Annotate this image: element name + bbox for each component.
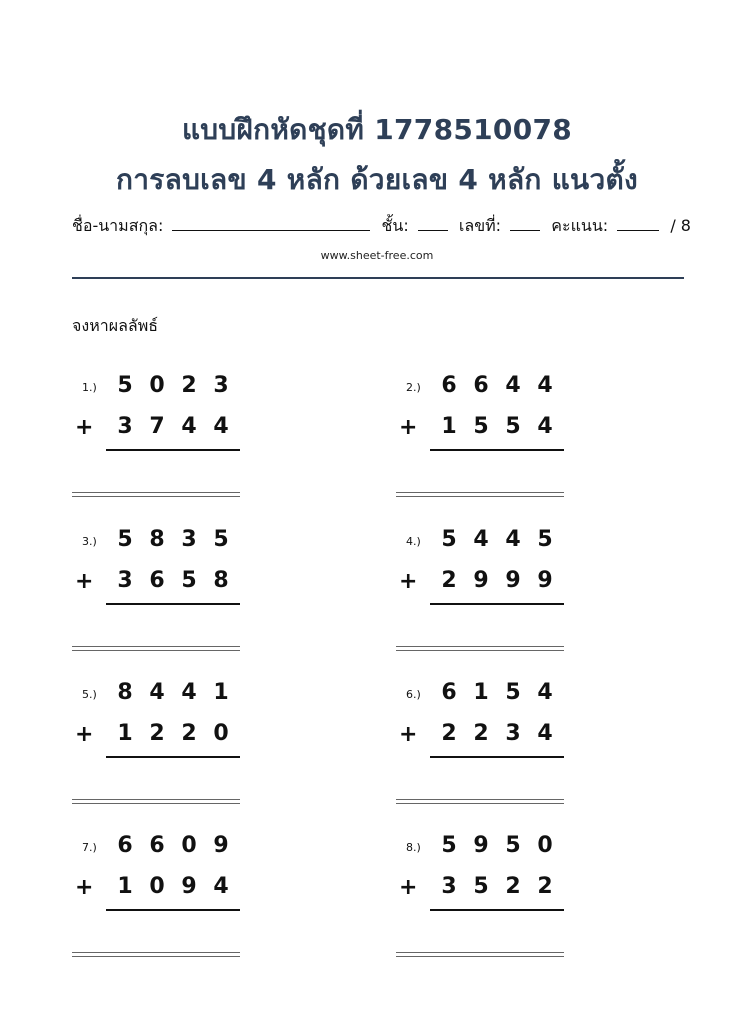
digit: 2: [149, 721, 165, 746]
digit: 3: [181, 527, 197, 552]
digit: 0: [213, 721, 229, 746]
digit: 5: [505, 833, 521, 858]
digit: 0: [149, 373, 165, 398]
worksheet-subtitle: การลบเลข 4 หลัก ด้วยเลข 4 หลัก แนวตั้ง: [116, 163, 638, 196]
problem-number: 1.): [82, 381, 97, 394]
digit: 4: [213, 874, 229, 899]
problem-number: 3.): [82, 535, 97, 548]
digit: 4: [149, 680, 165, 705]
digit: 6: [149, 833, 165, 858]
operator-sign: +: [399, 415, 418, 440]
digit: 5: [181, 568, 197, 593]
problem-6: [396, 680, 571, 815]
website-url: www.sheet-free.com: [320, 249, 434, 262]
problem-1: [72, 373, 247, 508]
operator-sign: +: [399, 569, 418, 594]
class-blank: [418, 216, 448, 231]
digit: 5: [213, 527, 229, 552]
bottom-number: [109, 414, 239, 439]
digit: 3: [505, 721, 521, 746]
name-label: ชื่อ-นามสกุล:: [72, 216, 164, 235]
digit: 5: [505, 414, 521, 439]
answer-line[interactable]: [72, 646, 240, 651]
digit: 2: [473, 721, 489, 746]
answer-line[interactable]: [396, 646, 564, 651]
digit: 0: [537, 833, 553, 858]
digit: 4: [505, 373, 521, 398]
digit: 0: [149, 874, 165, 899]
problem-4: [396, 527, 571, 662]
sum-rule: [430, 909, 564, 911]
header-divider: [72, 277, 684, 279]
digit: 8: [117, 680, 133, 705]
problem-8: [396, 833, 571, 968]
top-number: [109, 833, 239, 858]
problem-number: 8.): [406, 841, 421, 854]
bottom-number: [109, 568, 239, 593]
digit: 8: [149, 527, 165, 552]
sum-rule: [106, 449, 240, 451]
operator-sign: +: [75, 569, 94, 594]
score-label: คะแนน:: [551, 216, 609, 235]
bottom-number: [433, 414, 563, 439]
problem-number: 6.): [406, 688, 421, 701]
digit: 4: [473, 527, 489, 552]
problem-number: 2.): [406, 381, 421, 394]
problem-2: [396, 373, 571, 508]
bottom-number: [433, 721, 563, 746]
digit: 1: [473, 680, 489, 705]
digit: 9: [473, 833, 489, 858]
digit: 5: [441, 527, 457, 552]
sum-rule: [106, 909, 240, 911]
digit: 3: [213, 373, 229, 398]
digit: 4: [537, 680, 553, 705]
digit: 2: [441, 721, 457, 746]
worksheet-title: แบบฝึกหัดชุดที่ 1778510078: [181, 113, 573, 146]
problem-5: [72, 680, 247, 815]
operator-sign: +: [75, 415, 94, 440]
problem-7: [72, 833, 247, 968]
digit: 4: [505, 527, 521, 552]
digit: 4: [537, 721, 553, 746]
top-number: [433, 833, 563, 858]
top-number: [109, 527, 239, 552]
sum-rule: [430, 756, 564, 758]
bottom-number: [109, 721, 239, 746]
bottom-number: [109, 874, 239, 899]
problem-number: 7.): [82, 841, 97, 854]
score-total: / 8: [670, 216, 691, 235]
digit: 2: [505, 874, 521, 899]
digit: 6: [441, 680, 457, 705]
top-number: [109, 680, 239, 705]
top-number: [433, 527, 563, 552]
digit: 8: [213, 568, 229, 593]
digit: 4: [537, 373, 553, 398]
operator-sign: +: [75, 875, 94, 900]
digit: 2: [537, 874, 553, 899]
digit: 6: [441, 373, 457, 398]
sum-rule: [106, 756, 240, 758]
number-blank: [510, 216, 540, 231]
answer-line[interactable]: [72, 952, 240, 957]
operator-sign: +: [399, 875, 418, 900]
digit: 4: [181, 414, 197, 439]
answer-line[interactable]: [72, 799, 240, 804]
sum-rule: [430, 449, 564, 451]
digit: 1: [441, 414, 457, 439]
digit: 0: [181, 833, 197, 858]
bottom-number: [433, 874, 563, 899]
number-label: เลขที่:: [458, 216, 502, 235]
digit: 5: [117, 373, 133, 398]
digit: 2: [181, 373, 197, 398]
digit: 1: [213, 680, 229, 705]
digit: 5: [505, 680, 521, 705]
answer-line[interactable]: [396, 952, 564, 957]
digit: 3: [441, 874, 457, 899]
digit: 5: [117, 527, 133, 552]
digit: 3: [117, 568, 133, 593]
operator-sign: +: [399, 722, 418, 747]
name-blank: [172, 216, 370, 231]
digit: 4: [213, 414, 229, 439]
problem-3: [72, 527, 247, 662]
answer-line[interactable]: [72, 492, 240, 497]
top-number: [433, 680, 563, 705]
digit: 5: [473, 874, 489, 899]
digit: 9: [473, 568, 489, 593]
digit: 5: [473, 414, 489, 439]
student-info-row: [72, 214, 691, 239]
sum-rule: [106, 603, 240, 605]
digit: 4: [181, 680, 197, 705]
top-number: [109, 373, 239, 398]
problem-number: 4.): [406, 535, 421, 548]
class-label: ชั้น:: [381, 216, 409, 235]
digit: 6: [473, 373, 489, 398]
operator-sign: +: [75, 722, 94, 747]
digit: 1: [117, 874, 133, 899]
digit: 3: [117, 414, 133, 439]
top-number: [433, 373, 563, 398]
digit: 5: [537, 527, 553, 552]
digit: 9: [213, 833, 229, 858]
answer-line[interactable]: [396, 492, 564, 497]
digit: 6: [117, 833, 133, 858]
digit: 2: [441, 568, 457, 593]
digit: 4: [537, 414, 553, 439]
digit: 7: [149, 414, 165, 439]
bottom-number: [433, 568, 563, 593]
digit: 1: [117, 721, 133, 746]
answer-line[interactable]: [396, 799, 564, 804]
digit: 5: [441, 833, 457, 858]
instruction-text: จงหาผลลัพธ์: [72, 316, 159, 335]
digit: 9: [537, 568, 553, 593]
sum-rule: [430, 603, 564, 605]
digit: 2: [181, 721, 197, 746]
problem-number: 5.): [82, 688, 97, 701]
digit: 9: [181, 874, 197, 899]
digit: 9: [505, 568, 521, 593]
digit: 6: [149, 568, 165, 593]
score-blank: [617, 216, 659, 231]
